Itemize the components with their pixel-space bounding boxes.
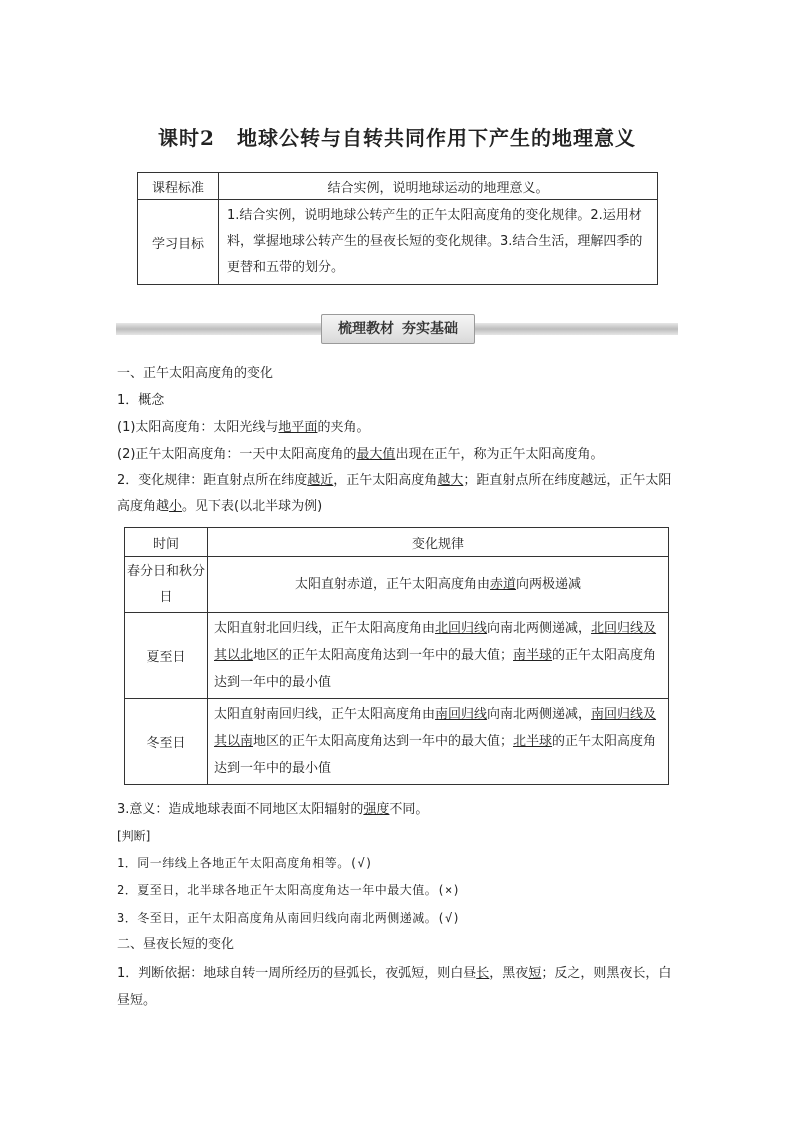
- time-cell-summer: 夏至日: [125, 613, 208, 699]
- time-cell-equinox: 春分日和秋分日: [125, 557, 208, 613]
- page-title: [0, 122, 794, 151]
- definition-2: [117, 445, 682, 465]
- rule-cell-equinox: [208, 557, 669, 613]
- definition-1: [117, 418, 682, 438]
- rule-text-d: 。见下表(以北半球为例): [182, 499, 323, 514]
- winter-text-d: 的正午太阳高度角达到一年中的最小值: [214, 734, 657, 776]
- basis-text-a: 1．判断依据：地球自转一周所经历的昼弧长，夜弧短，则白昼: [117, 966, 477, 981]
- meaning-text-end: 不同。: [389, 802, 429, 817]
- col-time-header: 时间: [125, 528, 208, 557]
- def1-text: (1)太阳高度角：太阳光线与: [117, 420, 279, 435]
- def1-underline: 地平面: [278, 420, 318, 435]
- equinox-underline: 赤道: [489, 577, 516, 592]
- winter-underline-2: 南回归线及其以南: [214, 707, 657, 749]
- winter-text-c: 地区的正午太阳高度角达到一年中的最大值；: [253, 734, 514, 749]
- summer-text-d: 的正午太阳高度角达到一年中的最小值: [214, 648, 657, 690]
- winter-underline-3: 北半球: [513, 734, 553, 749]
- rule-underline-2: 越大: [437, 473, 464, 488]
- judge-question-2: 2．夏至日，北半球各地正午太阳高度角达一年中最大值。(×): [117, 883, 461, 897]
- equinox-text-b: 向两极递减: [516, 577, 582, 592]
- section1-heading: 一、正午太阳高度角的变化: [117, 366, 274, 381]
- banner-tab: [321, 314, 475, 344]
- winter-underline-1: 南回归线: [435, 707, 488, 722]
- rule-cell-summer: [208, 613, 669, 699]
- summer-text-c: 地区的正午太阳高度角达到一年中的最大值；: [253, 648, 514, 663]
- rule-text-c: ；距直射点所在纬度越远，正午太阳高度角越: [117, 473, 672, 514]
- def2-underline: 最大值: [356, 447, 396, 462]
- basis-underline-1: 长: [476, 966, 490, 981]
- section2-heading: 二、昼夜长短的变化: [117, 937, 235, 952]
- summer-text-b: 向南北两侧递减，: [487, 621, 592, 636]
- banner-right-text: 夯实基础: [402, 321, 458, 337]
- summer-underline-2: 北回归线及其以北: [214, 621, 657, 663]
- judgement-basis: [117, 960, 682, 1014]
- winter-text-a: 太阳直射南回归线，正午太阳高度角由: [214, 707, 436, 722]
- section-banner: [116, 314, 678, 344]
- rule-text-b: ，正午太阳高度角: [333, 473, 438, 488]
- rule-underline-1: 越近: [307, 473, 334, 488]
- judge-question-1: 1．同一纬线上各地正午太阳高度角相等。(√): [117, 856, 373, 870]
- standards-head-cell: 课程标准: [138, 173, 219, 200]
- equinox-text-a: 太阳直射赤道，正午太阳高度角由: [294, 577, 490, 592]
- basis-underline-2: 短: [528, 966, 542, 981]
- judge-label: [判断]: [117, 829, 151, 843]
- basis-text-c: ；反之，则黑夜长，白昼短。: [117, 966, 672, 1008]
- col-rule-header: 变化规律: [208, 528, 669, 557]
- summer-text-a: 太阳直射北回归线，正午太阳高度角由: [214, 621, 436, 636]
- rule-cell-winter: [208, 699, 669, 785]
- banner-left-text: 梳理教材: [338, 321, 394, 337]
- concept-item: 1．概念: [117, 393, 165, 408]
- rule-text-a: 2．变化规律：距直射点所在纬度: [117, 473, 308, 488]
- objectives-body-cell: 1.结合实例，说明地球公转产生的正午太阳高度角的变化规律。2.运用材料，掌握地球公转产生的昼夜长短的变化规律。3.结合生活，理解四季的更替和五带的划分。: [219, 200, 658, 285]
- meaning-line: [117, 800, 682, 820]
- basis-text-b: ，黑夜: [489, 966, 529, 981]
- lesson-number: 课时2: [158, 126, 215, 150]
- summer-underline-1: 北回归线: [435, 621, 488, 636]
- meaning-text: 3.意义：造成地球表面不同地区太阳辐射的: [117, 802, 364, 817]
- objectives-head-cell: 学习目标: [138, 200, 219, 285]
- variation-rule: [117, 468, 682, 520]
- winter-text-b: 向南北两侧递减，: [487, 707, 592, 722]
- rule-underline-3: 小: [169, 499, 183, 514]
- meaning-underline: 强度: [363, 802, 390, 817]
- time-cell-winter: 冬至日: [125, 699, 208, 785]
- def2-text: (2)正午太阳高度角：一天中太阳高度角的: [117, 447, 357, 462]
- judge-question-3: 3．冬至日，正午太阳高度角从南回归线向南北两侧递减。(√): [117, 911, 461, 925]
- standards-body-cell: 结合实例，说明地球运动的地理意义。: [219, 173, 658, 200]
- def2-text-end: 出现在正午，称为正午太阳高度角。: [395, 447, 604, 462]
- curriculum-standards-table: [137, 172, 658, 285]
- summer-underline-3: 南半球: [513, 648, 553, 663]
- lesson-title: 地球公转与自转共同作用下产生的地理意义: [236, 126, 636, 150]
- def1-text-end: 的夹角。: [317, 420, 370, 435]
- noon-sun-angle-table: [124, 527, 669, 785]
